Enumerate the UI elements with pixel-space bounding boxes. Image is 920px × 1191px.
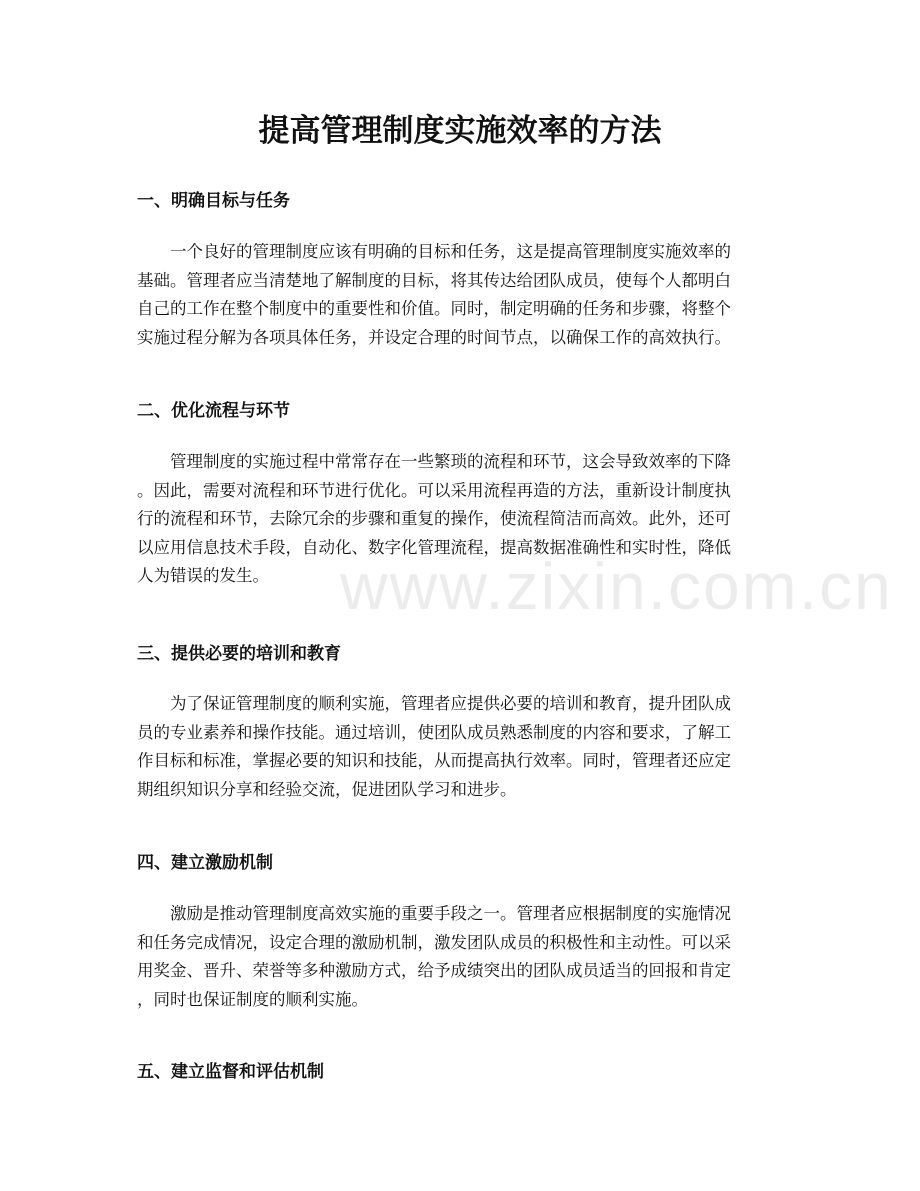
page-title: 提高管理制度实施效率的方法	[258, 113, 662, 149]
section-heading-5: 五、建立监督和评估机制	[137, 1062, 324, 1082]
section-heading-2: 二、优化流程与环节	[137, 401, 290, 421]
section-paragraph-1: 一个良好的管理制度应该有明确的目标和任务，这是提高管理制度实施效率的 基础。管理者应当清楚地了解制度的目标，将其传达给团队成员，使每个人都明白 自己的工作在整个制度中的重要性和价值。同时，制定明确的任务和步骤，将整个 实施过程分解为各项具体任务，并设定合理的时间节点，以确保工作的高效执行。	[137, 242, 731, 347]
watermark: www.zixin.com.cn	[340, 549, 893, 623]
section-heading-3: 三、提供必要的培训和教育	[137, 644, 341, 664]
section-heading-1: 一、明确目标与任务	[137, 191, 290, 211]
section-paragraph-3: 为了保证管理制度的顺利实施，管理者应提供必要的培训和教育，提升团队成 员的专业素养和操作技能。通过培训，使团队成员熟悉制度的内容和要求，了解工 作目标和标准，掌握必要的知识和技能，从而提高执行效率。同时，管理者还应定 期组织知识分享和经验交流，促进团队学习和进步。	[137, 694, 731, 799]
section-paragraph-2: 管理制度的实施过程中常常存在一些繁琐的流程和环节，这会导致效率的下降 。因此，需要对流程和环节进行优化。可以采用流程再造的方法，重新设计制度执 行的流程和环节，去除冗余的步骤和重复的操作，使流程简洁而高效。此外，还可 以应用信息技术手段，自动化、数字化管理流程，提高数据准确性和实时性，降低 人为错误的发生。	[137, 452, 731, 585]
section-paragraph-4: 激励是推动管理制度高效实施的重要手段之一。管理者应根据制度的实施情况 和任务完成情况，设定合理的激励机制，激发团队成员的积极性和主动性。可以采 用奖金、晋升、荣誉等多种激励方式，给予成绩突出的团队成员适当的回报和肯定 ，同时也保证制度的顺利实施。	[137, 904, 731, 1009]
section-heading-4: 四、建立激励机制	[137, 853, 273, 873]
